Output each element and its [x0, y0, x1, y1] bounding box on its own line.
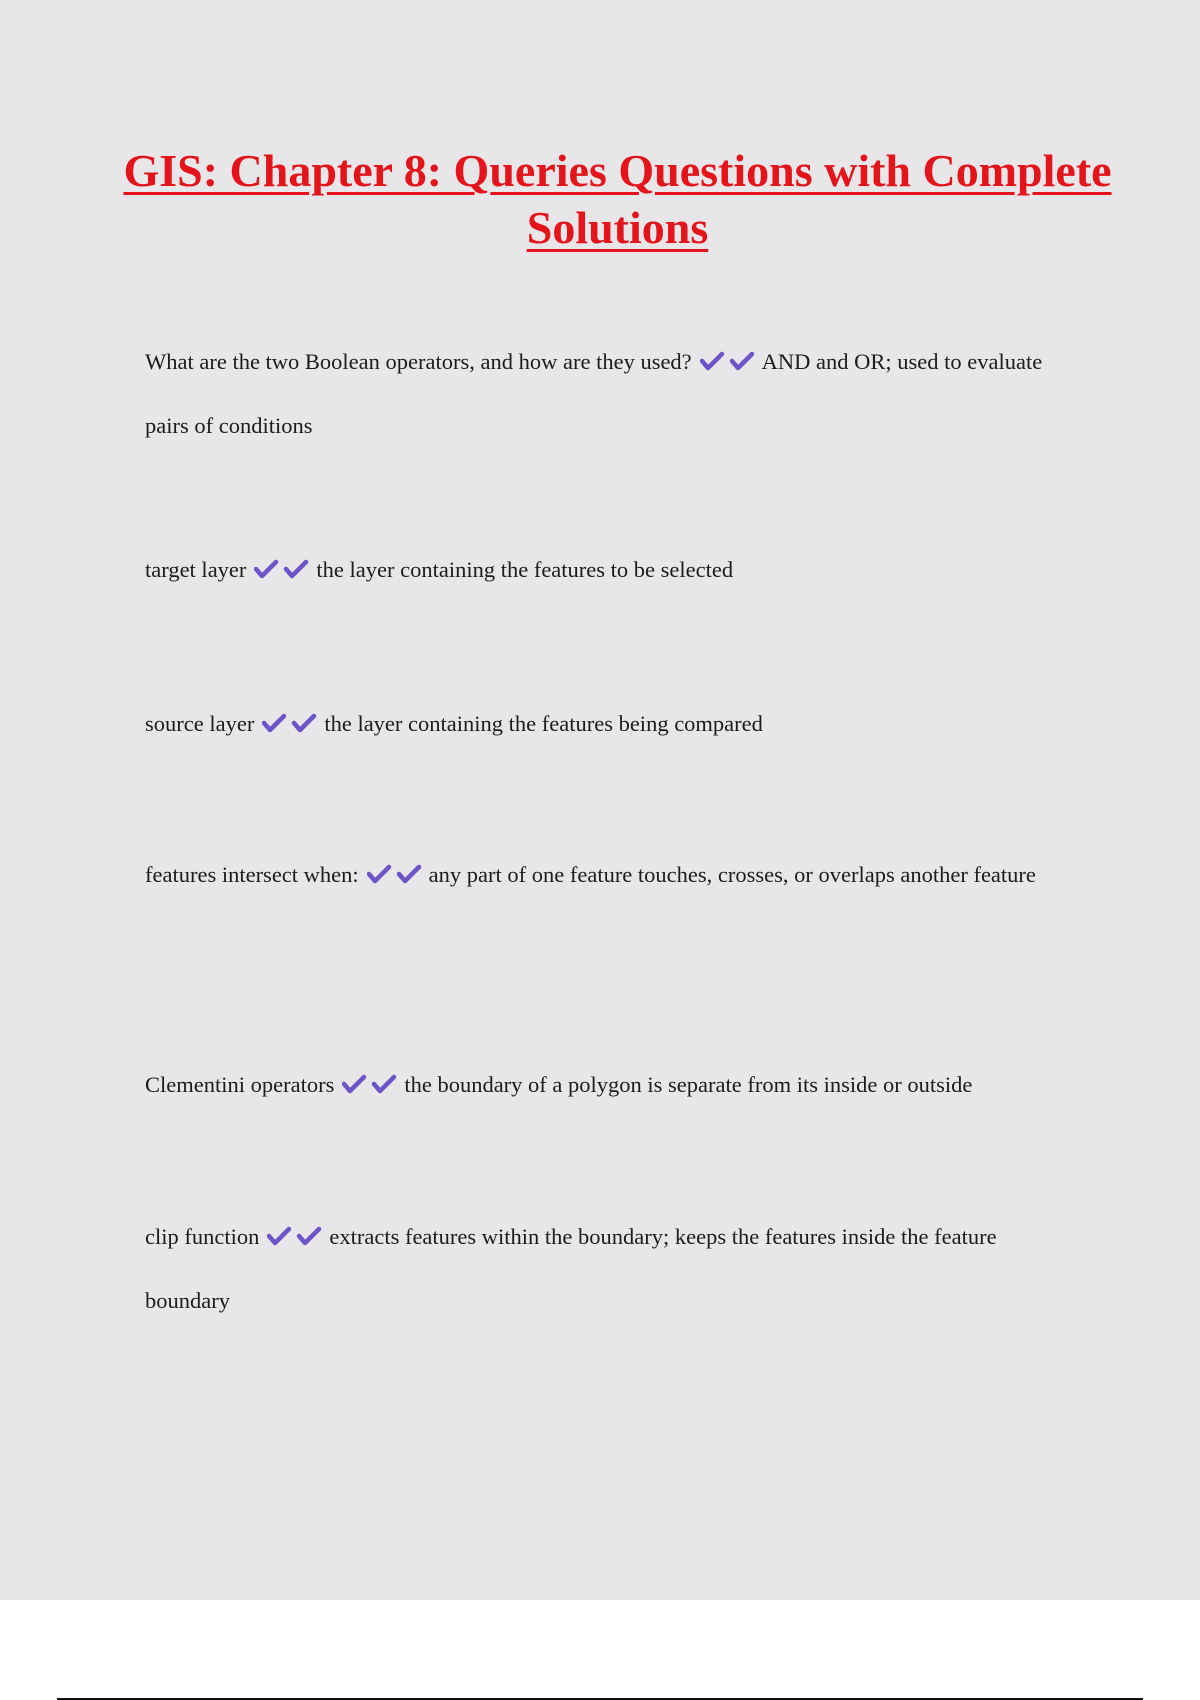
question-text: What are the two Boolean operators, and how are they used? — [145, 349, 692, 374]
question-text: features intersect when: — [145, 862, 359, 887]
qa-item-6 — [145, 1206, 1075, 1331]
qa-item-3 — [145, 693, 1075, 757]
double-check-icon — [367, 847, 423, 908]
answer-text: extracts features within the boundary; keeps the features inside the feature boundary — [145, 1224, 997, 1313]
double-check-icon — [342, 1057, 398, 1118]
question-text: Clementini operators — [145, 1072, 335, 1097]
double-check-icon — [267, 1209, 323, 1270]
qa-item-2 — [145, 539, 1075, 603]
answer-text: the boundary of a polygon is separate from its inside or outside — [404, 1072, 973, 1097]
double-check-icon — [262, 696, 318, 757]
question-text: source layer — [145, 711, 255, 736]
qa-item-5 — [145, 1054, 1075, 1118]
question-text: target layer — [145, 557, 247, 582]
double-check-icon — [254, 542, 310, 603]
document-title: GIS: Chapter 8: Queries Questions with Complete Solutions — [123, 145, 1112, 253]
answer-text: the layer containing the features to be selected — [316, 557, 734, 582]
question-text: clip function — [145, 1224, 260, 1249]
answer-text: AND and OR; used to evaluate pairs of conditions — [145, 349, 1043, 438]
qa-item-4 — [145, 844, 1075, 908]
answer-text: the layer containing the features being compared — [324, 711, 763, 736]
double-check-icon — [700, 334, 756, 395]
qa-item-1 — [145, 331, 1075, 456]
answer-text: any part of one feature touches, crosses, or overlaps another feature — [428, 862, 1036, 887]
